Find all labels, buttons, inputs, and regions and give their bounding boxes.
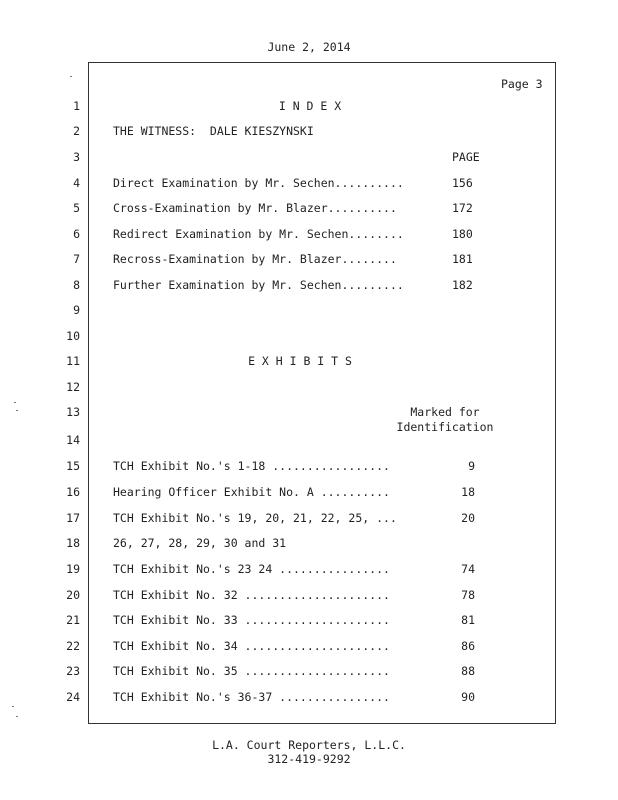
line-number: 17 [66,511,80,525]
exhibit-entry-page: 78 [461,588,475,602]
marked-header-line2: Identification [396,420,494,434]
index-entry-page: 182 [452,278,473,292]
witness-line: THE WITNESS: DALE KIESZYNSKI [113,124,314,138]
line-number: 13 [66,405,80,419]
scan-speck [12,706,14,707]
exhibit-entry-page: 81 [461,613,475,627]
line-number: 11 [66,354,80,368]
line-number: 14 [66,433,80,447]
footer-company: L.A. Court Reporters, L.L.C. [212,738,406,752]
exhibit-entry-text: Hearing Officer Exhibit No. A .......... [113,485,390,499]
line-number: 3 [73,150,80,164]
line-number: 20 [66,588,80,602]
exhibit-entry-page: 74 [461,562,475,576]
exhibit-entry-text: TCH Exhibit No.'s 1-18 ................. [113,459,390,473]
index-entry-text: Cross-Examination by Mr. Blazer.......... [113,201,397,215]
exhibit-entry-text: TCH Exhibit No. 34 ..................... [113,639,390,653]
line-number: 8 [73,278,80,292]
line-number: 23 [66,664,80,678]
exhibit-entry-text: TCH Exhibit No. 33 ..................... [113,613,390,627]
index-page-header: PAGE [452,150,480,164]
line-number: 9 [73,303,80,317]
exhibit-entry-page: 90 [461,690,475,704]
exhibit-entry-text: TCH Exhibit No. 32 ..................... [113,588,390,602]
line-number: 24 [66,690,80,704]
line-number: 21 [66,613,80,627]
page-label: Page 3 [501,77,543,91]
index-entry-text: Further Examination by Mr. Sechen......... [113,278,404,292]
marked-header-line1: Marked for [410,405,480,419]
exhibit-entry-page: 20 [461,511,475,525]
index-entry-text: Redirect Examination by Mr. Sechen........ [113,227,404,241]
index-entry-text: Recross-Examination by Mr. Blazer........ [113,252,397,266]
scan-speck [16,716,18,717]
exhibits-title: E X H I B I T S [248,354,352,368]
exhibit-entry-text: TCH Exhibit No.'s 19, 20, 21, 22, 25, ... [113,511,397,525]
scan-speck [14,402,16,403]
line-number: 16 [66,485,80,499]
index-entry-page: 181 [452,252,473,266]
line-number: 2 [73,124,80,138]
line-number: 12 [66,380,80,394]
line-number: 6 [73,227,80,241]
exhibit-entry-page: 18 [461,485,475,499]
exhibit-entry-text: TCH Exhibit No. 35 ..................... [113,664,390,678]
line-number: 4 [73,176,80,190]
line-number: 22 [66,639,80,653]
line-number: 10 [66,329,80,343]
index-entry-page: 156 [452,176,473,190]
index-entry-page: 172 [452,201,473,215]
line-number: 19 [66,562,80,576]
exhibit-entry-page: 88 [461,664,475,678]
line-number: 7 [73,252,80,266]
index-entry-text: Direct Examination by Mr. Sechen.......... [113,176,404,190]
index-entry-page: 180 [452,227,473,241]
footer-phone: 312-419-9292 [267,752,351,766]
exhibit-entry-page: 86 [461,639,475,653]
line-number: 15 [66,459,80,473]
scan-speck [16,410,18,411]
header-date: June 2, 2014 [267,40,351,54]
exhibit-entry-text: 26, 27, 28, 29, 30 and 31 [113,536,287,550]
line-number: 18 [66,536,80,550]
line-number: 5 [73,201,80,215]
scan-speck [70,76,72,77]
exhibit-entry-text: TCH Exhibit No.'s 36-37 ................ [113,690,390,704]
index-title: I N D E X [278,99,342,113]
exhibit-entry-text: TCH Exhibit No.'s 23 24 ................ [113,562,390,576]
line-number: 1 [73,99,80,113]
exhibit-entry-page: 9 [468,459,475,473]
